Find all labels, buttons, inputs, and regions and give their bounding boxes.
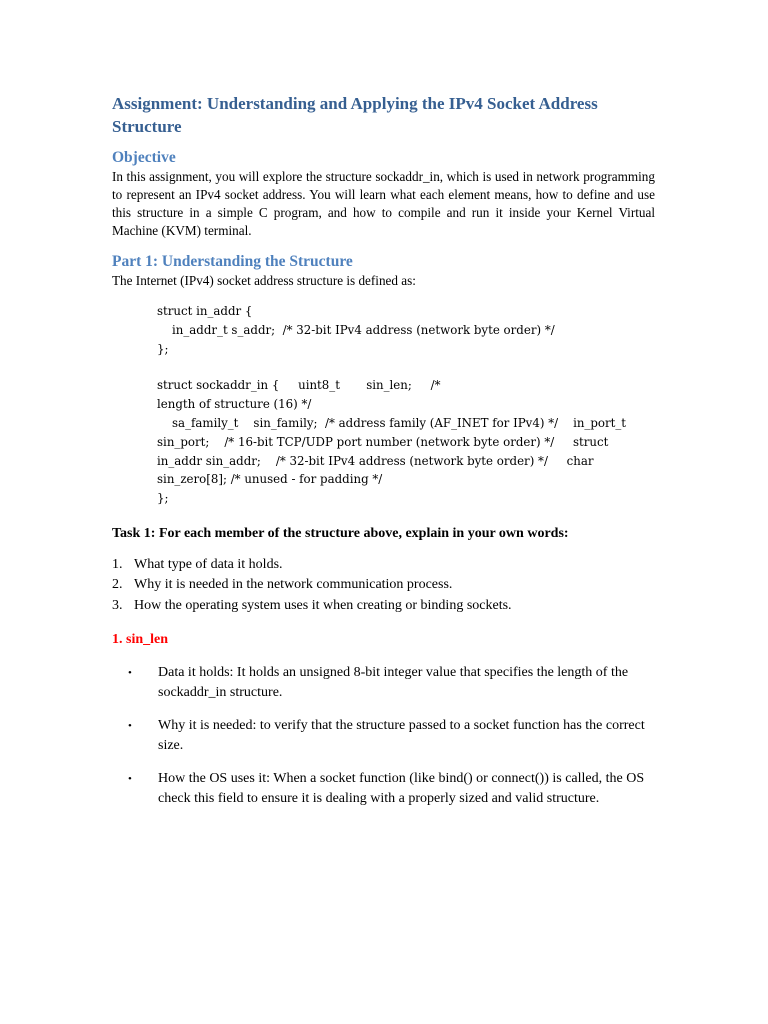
step-number: 2. xyxy=(112,577,123,593)
step-text: How the operating system uses it when creating or binding sockets. xyxy=(134,597,512,613)
bullet-icon: • xyxy=(128,773,132,786)
assignment-title: Assignment: Understanding and Applying the IPv4 Socket Address Structure xyxy=(112,94,598,136)
code-sockaddr-in: struct sockaddr_in { uint8_t sin_len; /* length of structure (16) */ sa_family_t sin_family; /* address family (AF_INET for IPv4) */ in_port_t sin_port; /* 16-bit TCP/UDP port number (network byte order) */ struct in_addr sin_addr; /* 32-bit IPv4 address (network byte order) */ char sin_zero[8]; /* unused - for padding */ }; xyxy=(157,378,627,506)
step-number: 3. xyxy=(112,597,123,613)
list-item xyxy=(112,716,655,756)
bullet-text: Data it holds: It holds an unsigned 8-bit integer value that specifies the length of the sockaddr_in structure. xyxy=(158,665,629,701)
list-item xyxy=(112,555,655,576)
objective-heading: Objective xyxy=(112,149,176,166)
list-item xyxy=(112,663,655,703)
part1-intro: The Internet (IPv4) socket address structure is defined as: xyxy=(112,273,416,288)
code-in-addr: struct in_addr { in_addr_t s_addr; /* 32-bit IPv4 address (network byte order) */ }; xyxy=(157,304,555,356)
part1-heading: Part 1: Understanding the Structure xyxy=(112,253,353,270)
sin-len-bullets xyxy=(112,663,655,809)
bullet-icon: • xyxy=(128,667,132,680)
task1-steps xyxy=(112,555,655,617)
step-text: What type of data it holds. xyxy=(134,556,283,572)
bullet-text: How the OS uses it: When a socket function (like bind() or connect()) is called, the OS check this field to ensure it is dealing with a properly sized and valid structure. xyxy=(158,771,645,807)
list-item xyxy=(112,769,655,809)
task1-heading: Task 1: For each member of the structure above, explain in your own words: xyxy=(112,525,569,541)
step-number: 1. xyxy=(112,556,123,572)
step-text: Why it is needed in the network communication process. xyxy=(134,577,453,593)
document-body xyxy=(112,92,655,822)
bullet-icon: • xyxy=(128,720,132,733)
objective-text: In this assignment, you will explore the structure sockaddr_in, which is used in network programming to represent an IPv4 socket address. You will learn what each element means, how to define and use this structure in a simple C program, and how to compile and run it inside your Kernel Virtual Machine (KVM) terminal. xyxy=(112,169,655,238)
sin-len-heading: 1. sin_len xyxy=(112,632,169,648)
bullet-text: Why it is needed: to verify that the structure passed to a socket function has the correct size. xyxy=(158,718,645,754)
list-item xyxy=(112,596,655,617)
list-item xyxy=(112,575,655,596)
